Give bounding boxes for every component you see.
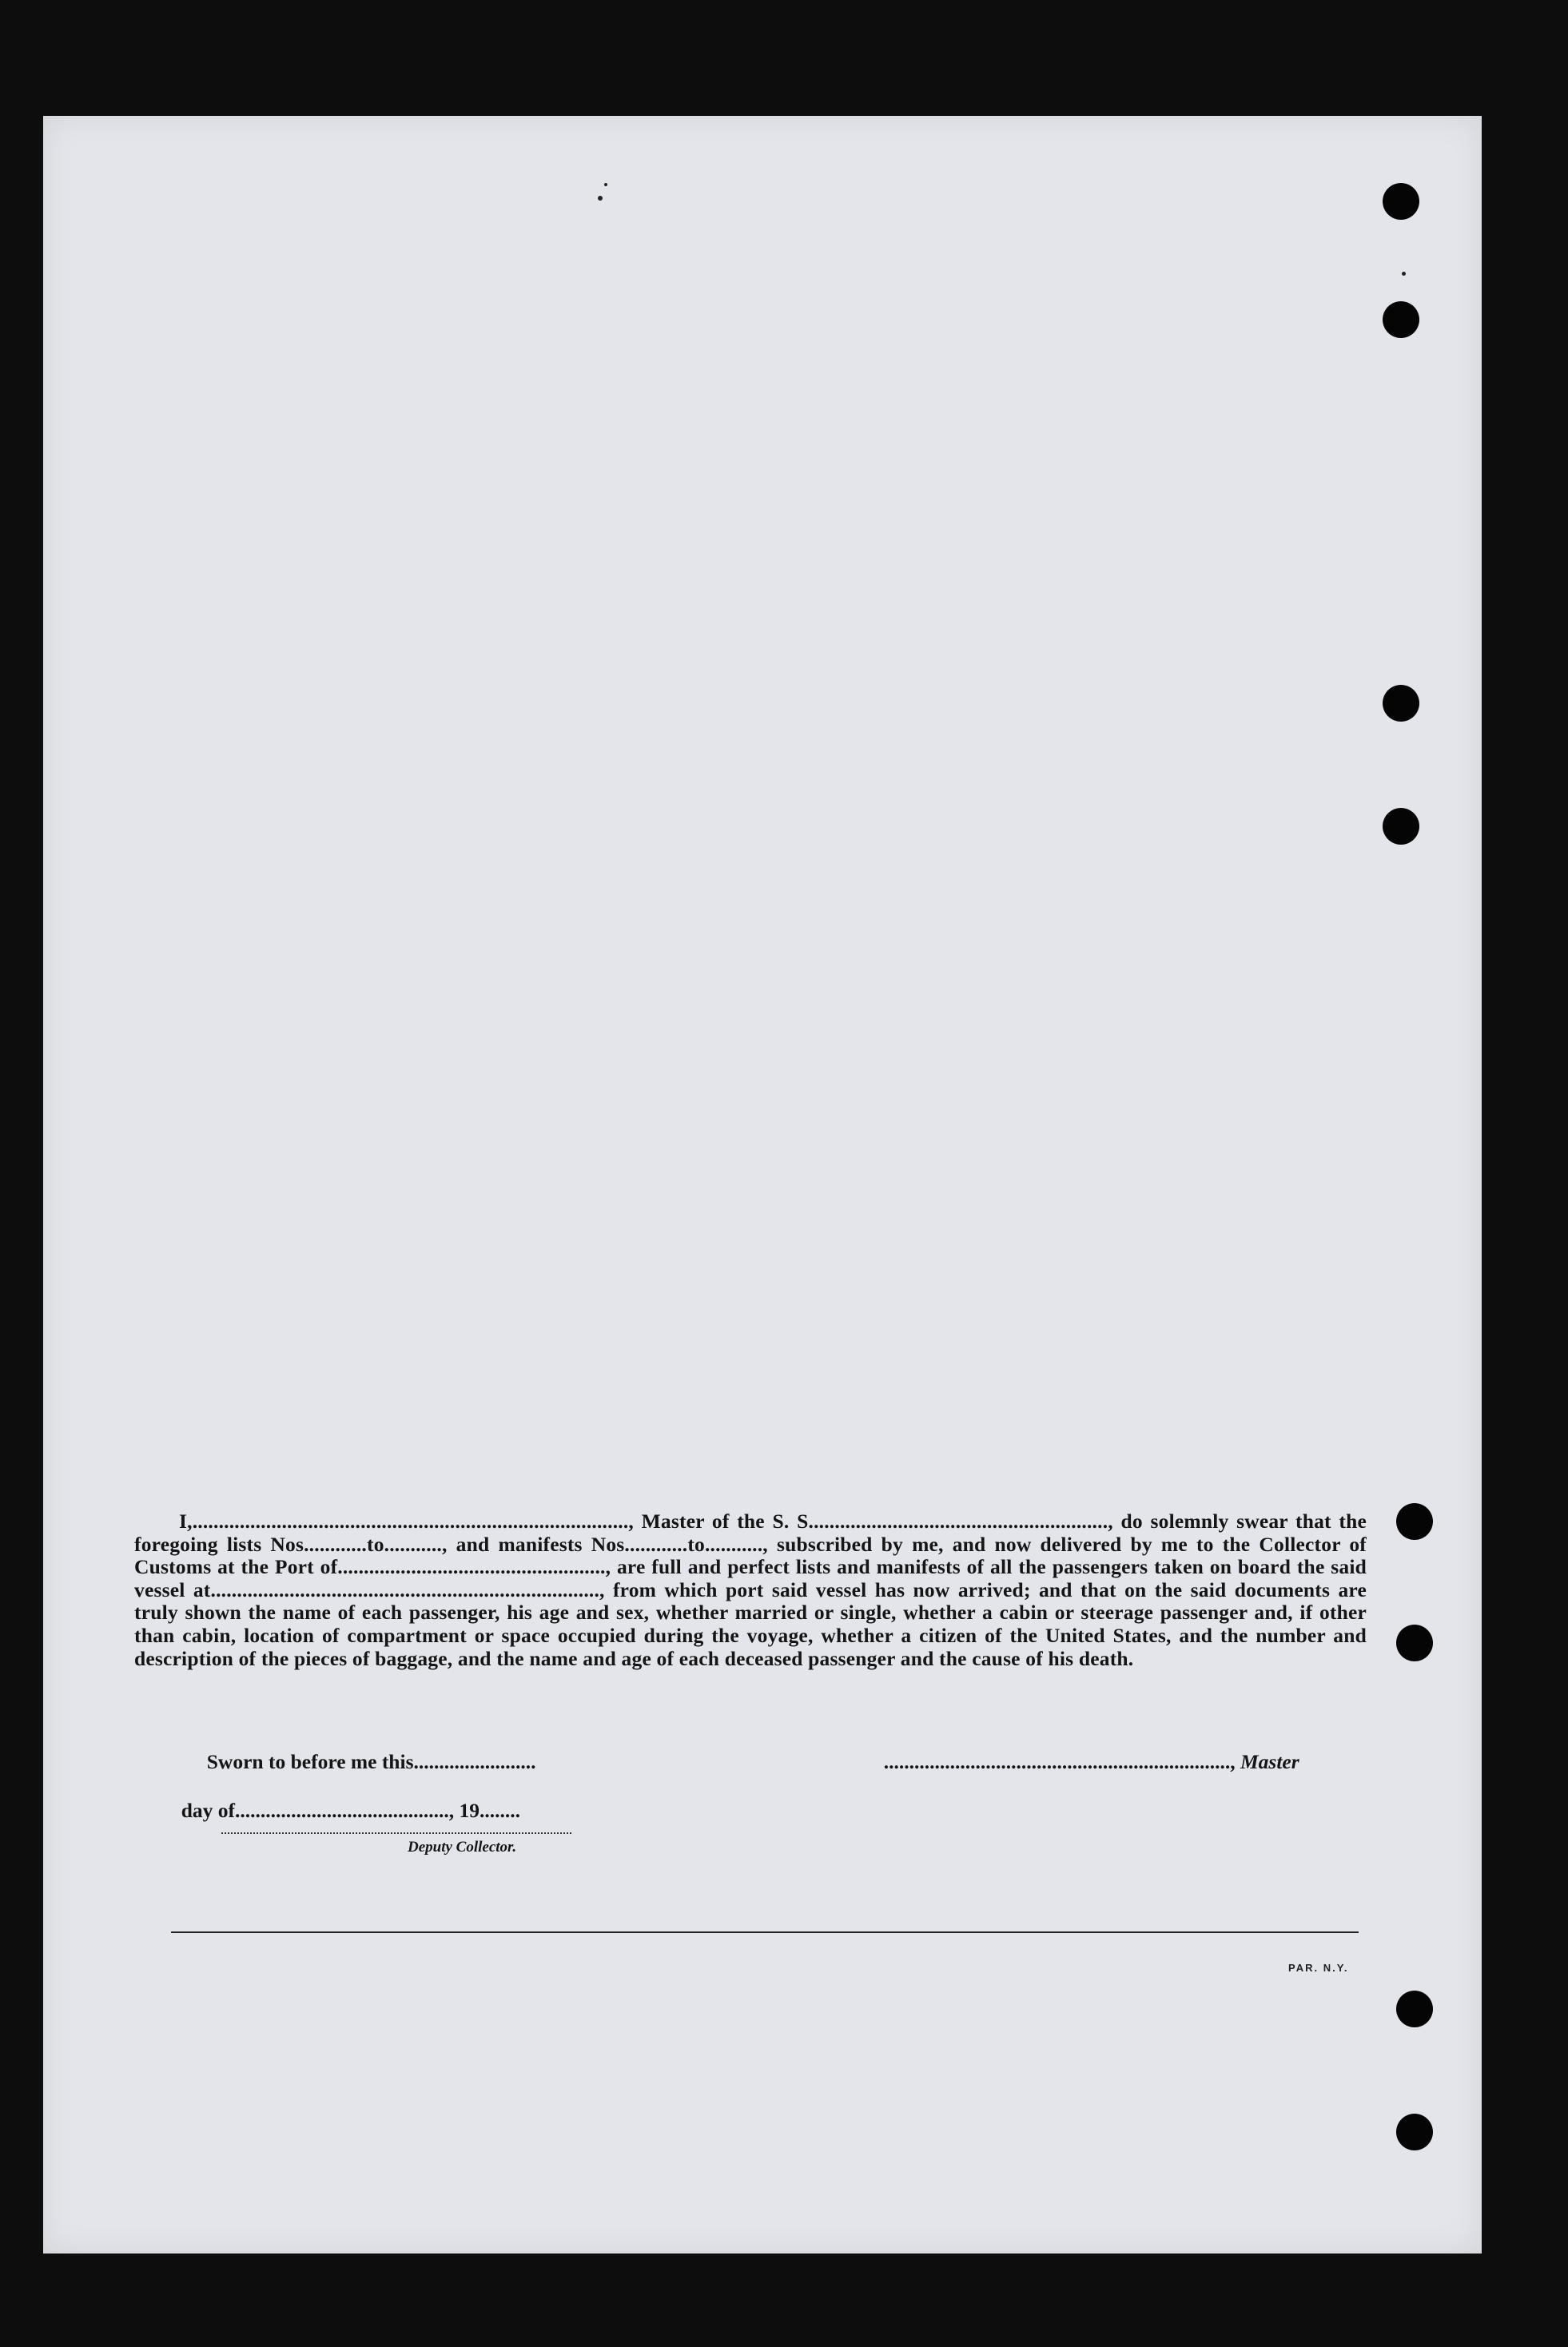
sworn-line [197, 1726, 536, 1774]
punch-hole-6 [1396, 1625, 1433, 1661]
punch-hole-2 [1383, 301, 1419, 338]
master-dots: ...................................................................., [883, 1750, 1240, 1773]
punch-hole-5 [1396, 1503, 1433, 1540]
bottom-rule [171, 1931, 1359, 1933]
form-code: PAR. N.Y. [1288, 1962, 1349, 1974]
master-label: Master [1240, 1750, 1299, 1773]
punch-hole-8 [1396, 2114, 1433, 2150]
punch-hole-4 [1383, 808, 1419, 845]
oath-paragraph [134, 1510, 1367, 1670]
punch-hole-7 [1396, 1991, 1433, 2027]
punch-hole-3 [1383, 685, 1419, 722]
day-line [171, 1775, 520, 1823]
oath-text: I,..................................................................................., Master of the S. S........................................................., do solemnly swear that the foregoing lists Nos............to..........., and manifests Nos............to..........., subscribed by me, and now delivered by me to the Collector of Customs at the Port of..................................................., are full and perfect lists and manifests of all the passengers taken on board the said vessel at.........................................................................., from which port said vessel has now arrived; and that on the said documents are truly shown the name of each passenger, his age and sex, whether married or single, whether a cabin or steerage passenger and, if other than cabin, location of compartment or space occupied during the voyage, whether a citizen of the United States, and the number and description of the pieces of baggage, and the name and age of each deceased passenger and the cause of his death. [134, 1510, 1367, 1670]
deputy-collector-label: Deputy Collector. [408, 1839, 517, 1856]
punch-hole-1 [1383, 183, 1419, 220]
deputy-signature-line [221, 1832, 571, 1834]
speck [598, 196, 603, 201]
day-text: day of.........................................., 19........ [181, 1799, 521, 1822]
master-signature-line [874, 1726, 1299, 1774]
speck [1402, 272, 1406, 276]
sworn-text: Sworn to before me this........................ [206, 1750, 536, 1773]
speck [604, 183, 607, 186]
